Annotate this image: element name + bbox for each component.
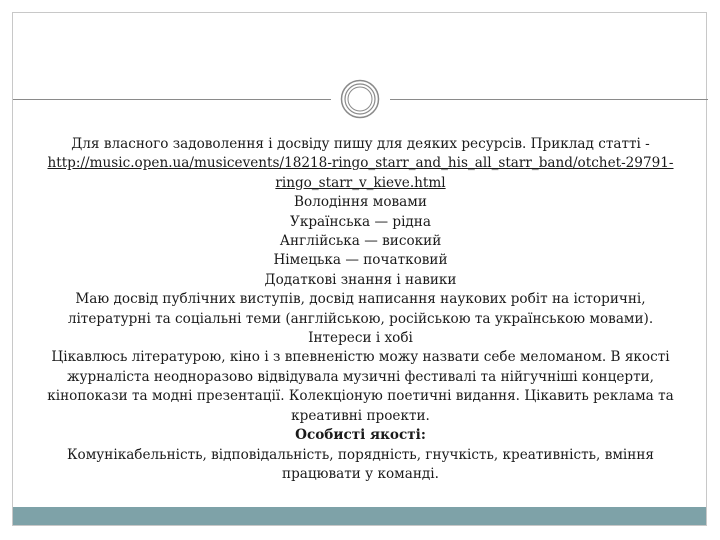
divider-right: [390, 99, 708, 100]
skills-text: Маю досвід публічних виступів, досвід написання наукових робіт на історичні, літературні та соціальні теми (англійською, російською та українською мовами).: [67, 291, 654, 327]
slide: [12, 12, 707, 526]
language-english: Англійська — високий: [279, 233, 442, 250]
article-link[interactable]: http://music.open.ua/musicevents/18218-ringo_starr_and_his_all_starr_band/otchet-29791-ringo_starr_v_kieve.html: [47, 155, 674, 191]
intro-text: [33, 135, 688, 193]
language-german: Німецька — початковий: [273, 252, 448, 269]
resume-content: [33, 135, 688, 484]
hobbies-heading: Інтереси і хобі: [308, 330, 413, 347]
divider-left: [13, 99, 331, 100]
languages-heading: Володіння мовами: [294, 194, 427, 211]
hobbies-text: Цікавлюсь літературою, кіно і з впевненістю можу назвати себе меломаном. В якості журналіста неодноразово відвідувала музичні фестивалі та нійгучніші концерти, кінопокази та модні презентації. Колекціоную поетичні видання. Цікавить реклама та креативні проекти.: [47, 349, 674, 424]
intro-text-label: Для власного задоволення і досвіду пишу для деяких ресурсів. Приклад статті -: [71, 136, 650, 152]
skills-heading: Додаткові знання і навики: [264, 271, 457, 288]
language-ukrainian: Українська — рідна: [290, 213, 431, 230]
footer-bar: [13, 507, 706, 525]
personal-qualities-text: Комунікабельність, відповідальність, порядність, гнучкість, креативність, вміння працювати у команді.: [67, 446, 654, 482]
circle-ornament-icon: [340, 79, 380, 119]
personal-qualities-heading: Особисті якості:: [295, 427, 426, 444]
